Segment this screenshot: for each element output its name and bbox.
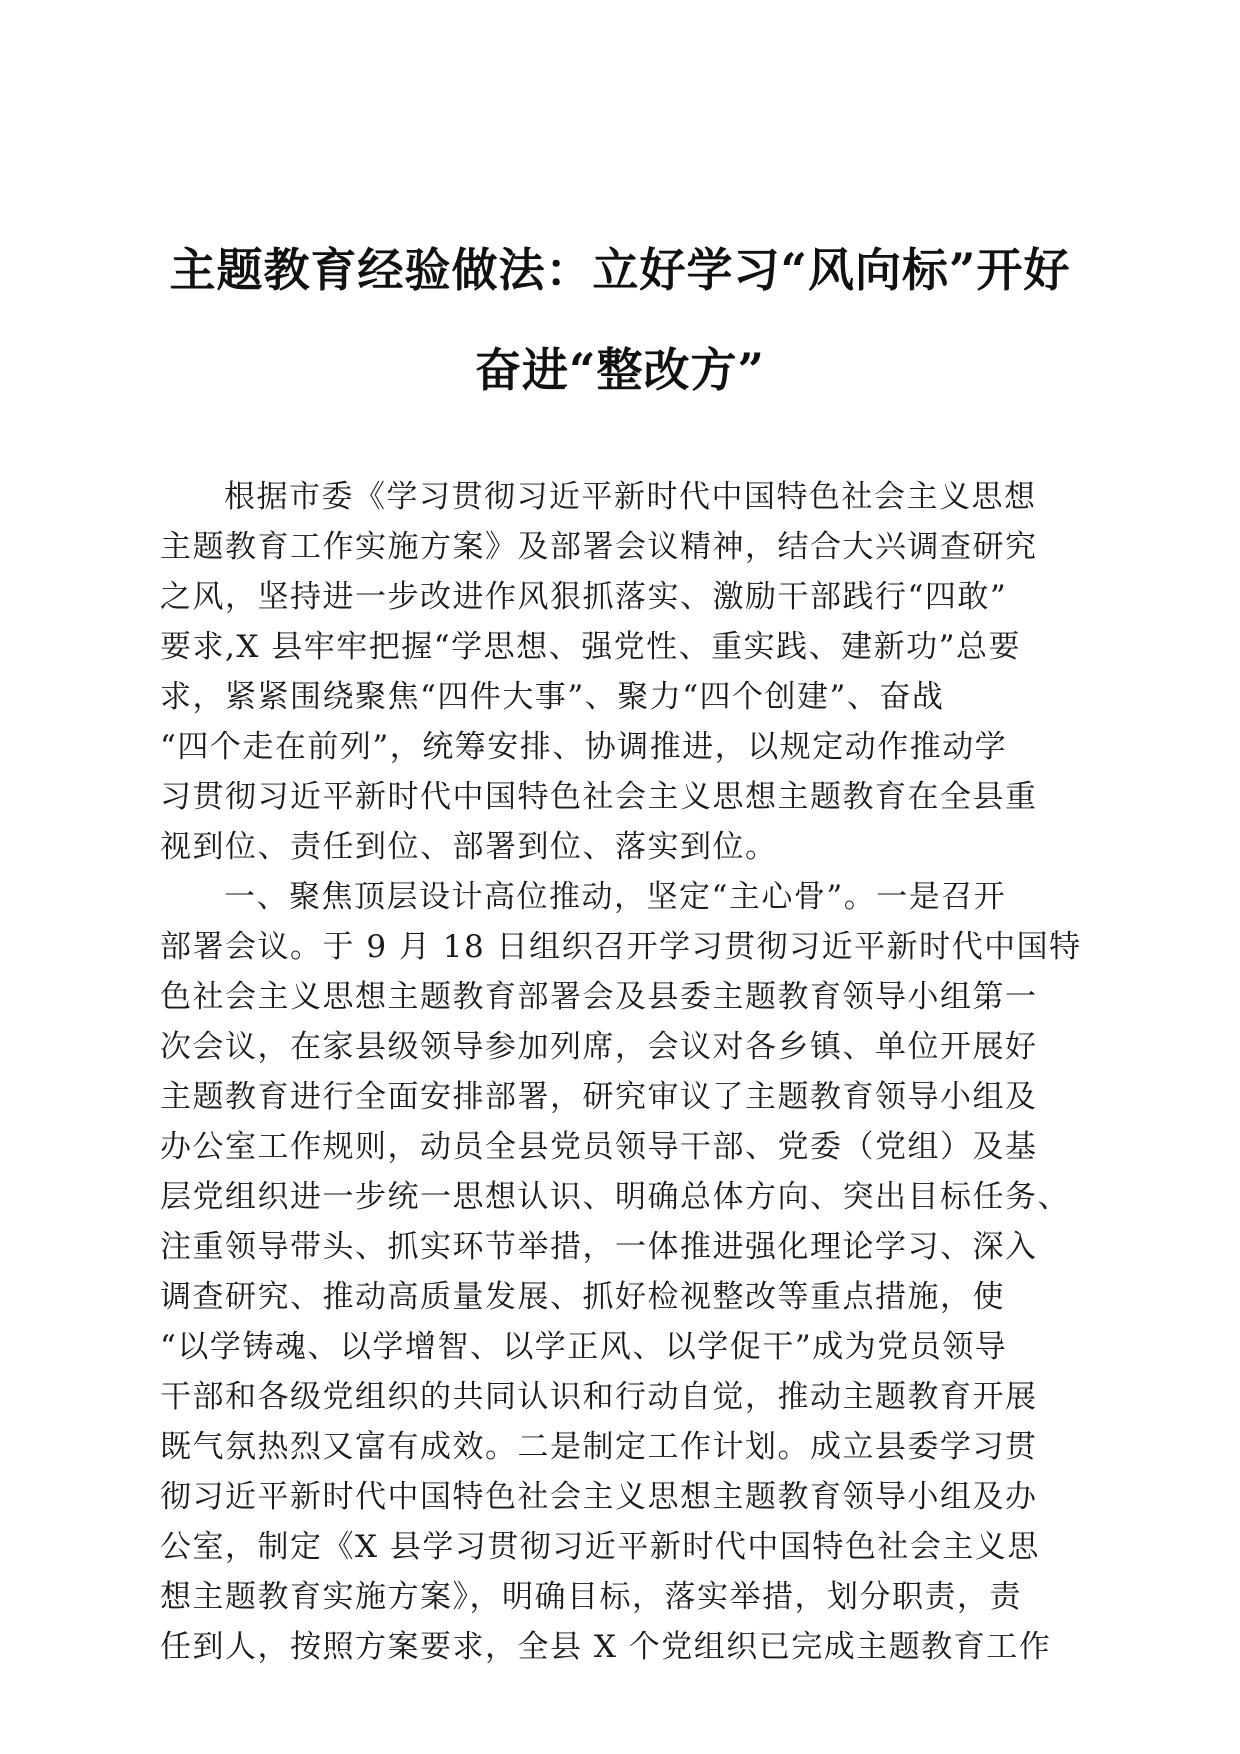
text-line: 注重领导带头、抓实环节举措，一体推进强化理论学习、深入: [160, 1229, 1038, 1265]
text-line: 次会议，在家县级领导参加列席，会议对各乡镇、单位开展好: [160, 1029, 1038, 1065]
text-line: 调查研究、推动高质量发展、抓好检视整改等重点措施，使: [160, 1279, 1005, 1315]
text-line: 主题教育工作实施方案》及部署会议精神，结合大兴调查研究: [160, 529, 1038, 565]
paragraph-intro: [160, 472, 1090, 872]
text-line: 办公室工作规则，动员全县党员领导干部、党委（党组）及基: [160, 1129, 1038, 1165]
paragraph-section-1: [160, 872, 1090, 1672]
text-line: 要求,X 县牢牢把握“学思想、强党性、重实践、建新功”总要: [160, 629, 1021, 665]
text-line: 想主题教育实施方案》，明确目标，落实举措，划分职责，责: [160, 1579, 1022, 1615]
document-body: [160, 472, 1090, 1672]
text-line: 视到位、责任到位、部署到位、落实到位。: [160, 829, 778, 865]
title-line: 主题教育经验做法：立好学习“风向标”开好: [169, 243, 1071, 297]
text-line: 根据市委《学习贯彻习近平新时代中国特色社会主义思想: [224, 479, 1037, 515]
document-title: [150, 220, 1090, 420]
title-line: 奋进“整改方”: [475, 343, 765, 397]
text-line: 之风，坚持进一步改进作风狠抓落实、激励干部践行“四敢”: [160, 579, 1008, 615]
text-line: 层党组织进一步统一思想认识、明确总体方向、突出目标任务、: [160, 1179, 1070, 1215]
text-line: 干部和各级党组织的共同认识和行动自觉，推动主题教育开展: [160, 1379, 1038, 1415]
text-line: 习贯彻习近平新时代中国特色社会主义思想主题教育在全县重: [160, 779, 1038, 815]
text-line: 既气氛热烈又富有成效。二是制定工作计划。成立县委学习贯: [160, 1429, 1038, 1465]
text-line: 公室，制定《X 县学习贯彻习近平新时代中国特色社会主义思: [160, 1529, 1040, 1565]
text-line: 任到人，按照方案要求，全县 X 个党组织已完成主题教育工作: [160, 1629, 1052, 1665]
text-line: 部署会议。于 9 月 18 日组织召开学习贯彻习近平新时代中国特: [160, 929, 1082, 965]
text-line: 彻习近平新时代中国特色社会主义思想主题教育领导小组及办: [160, 1479, 1038, 1515]
text-line: 一、聚焦顶层设计高位推动，坚定“主心骨”。一是召开: [224, 879, 1007, 915]
text-line: 色社会主义思想主题教育部署会及县委主题教育领导小组第一: [160, 979, 1038, 1015]
text-line: 求，紧紧围绕聚焦“四件大事”、聚力“四个创建”、奋战: [160, 679, 945, 715]
text-line: 主题教育进行全面安排部署，研究审议了主题教育领导小组及: [160, 1079, 1038, 1115]
text-line: “四个走在前列”，统筹安排、协调推进，以规定动作推动学: [160, 729, 1008, 765]
text-line: “以学铸魂、以学增智、以学正风、以学促干”成为党员领导: [160, 1329, 1008, 1365]
